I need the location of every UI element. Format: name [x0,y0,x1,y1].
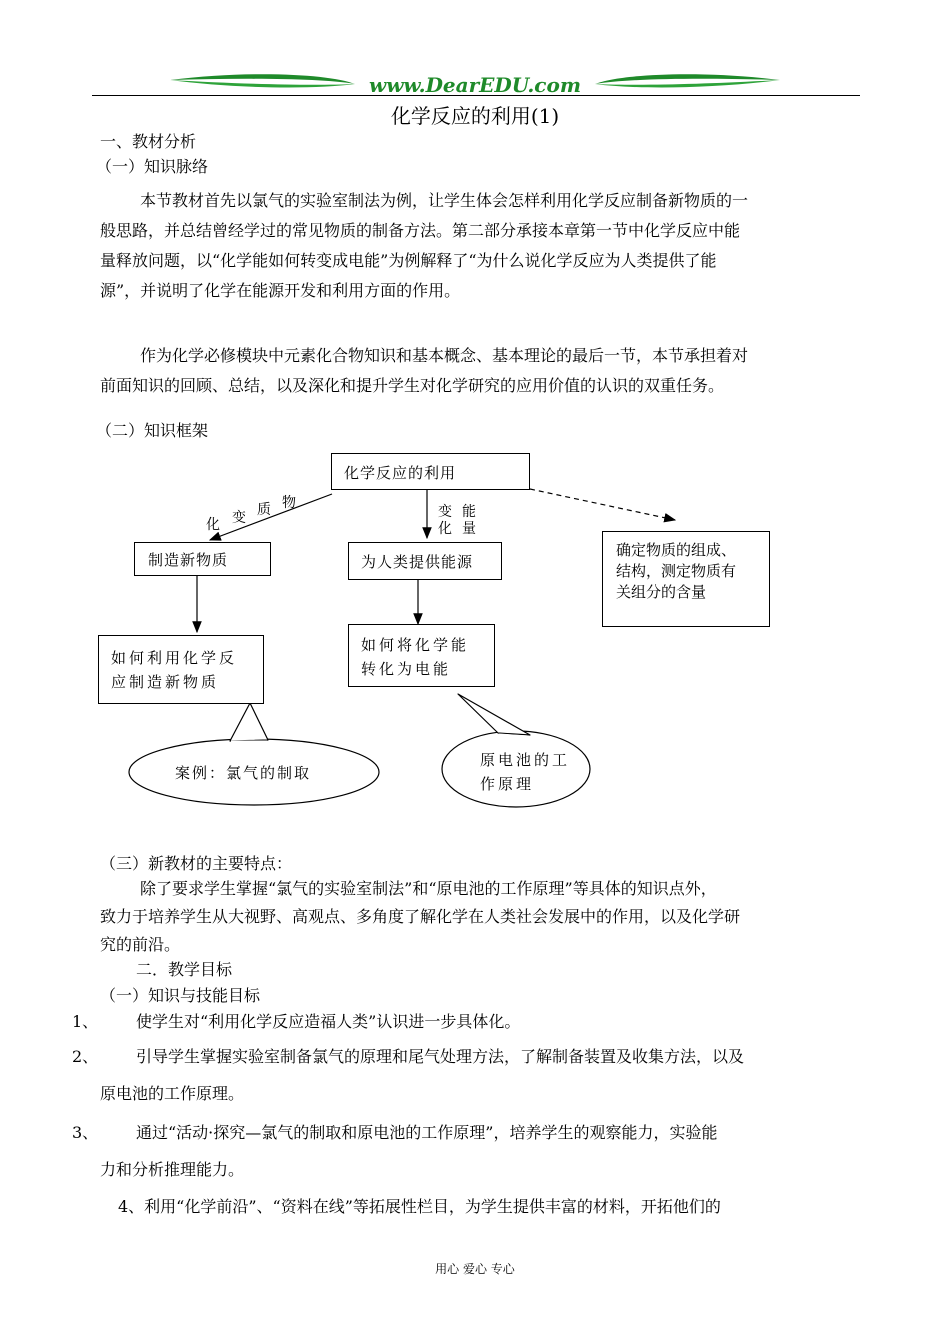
goal-item-4: 4、利用“化学前沿”、“资料在线”等拓展性栏目，为学生提供丰富的材料，开拓他们的 [118,1197,721,1216]
edge-label-chemical-change-2: 变 [232,510,246,526]
p3-line-2: 致力于培养学生从大视野、高观点、多角度了解化学在人类社会发展中的作用，以及化学研 [100,907,741,926]
goal-item-2-num: 2、 [72,1047,99,1066]
bubble-case-label: 案例：氯气的制取 [175,764,312,782]
goal-item-2-line-1: 引导学生掌握实验室制备氯气的原理和尾气处理方法，了解制备装置及收集方法，以及 [136,1047,745,1066]
node-how-convert [348,624,495,687]
p1-line-2: 般思路，并总结曾经学过的常见物质的制备方法。第二部分承接本章第一节中化学反应中能 [100,221,741,240]
header-rule [92,95,860,96]
node-root [331,453,530,490]
node-how-make-line-1: 如何利用化学反 [111,649,238,667]
website-logo: www.DearEDU.com [368,73,582,97]
node-how-convert-line-2: 转化为电能 [361,660,452,678]
bubble-battery-label [480,748,570,796]
edge-label-chemical-change-1: 化 [206,517,220,533]
goal-item-1-num: 1、 [72,1012,99,1031]
node-how-convert-line-1: 如何将化学能 [361,636,470,654]
section1-heading: 一、教材分析 [100,132,197,151]
arrow-root-to-material [210,494,332,540]
edge-label-chemical-change-4: 物 [282,495,296,511]
node-how-make [98,635,264,704]
paragraph-3 [100,875,860,959]
node-determine-line-1: 确定物质的组成、 [616,541,737,559]
bubble-battery-line-2: 作原理 [480,775,535,793]
edge-label-energy-2: 能 [462,504,476,520]
node-energy [348,542,502,580]
node-new-material [134,542,271,576]
p3-line-1: 除了要求学生掌握“氯气的实验室制法”和“原电池的工作原理”等具体的知识点外， [140,879,717,898]
p1-line-1: 本节教材首先以氯气的实验室制法为例，让学生体会怎样利用化学反应制备新物质的一 [140,191,749,210]
node-root-label: 化学反应的利用 [344,464,457,482]
p1-line-4: 源”，并说明了化学在能源开发和利用方面的作用。 [100,281,461,300]
case-bubble [129,703,379,805]
bubble-battery-line-1: 原电池的工 [480,751,571,769]
arrow-root-to-determine [530,489,675,520]
goal-item-3-line-1: 通过“活动·探究—氯气的制取和原电池的工作原理”，培养学生的观察能力，实验能 [136,1123,718,1142]
edge-label-energy-4: 量 [462,521,476,537]
edge-label-energy-3: 化 [438,521,452,537]
section1-sub2: （二）知识框架 [96,421,209,440]
goal-item-3-line-2: 力和分析推理能力。 [100,1160,245,1179]
goal-item-2-line-2: 原电池的工作原理。 [100,1084,245,1103]
goal-item-1-line-1: 使学生对“利用化学反应造福人类”认识进一步具体化。 [136,1012,521,1031]
node-determine-line-3: 关组分的含量 [616,583,707,601]
page-title: 化学反应的利用(1) [390,104,560,128]
edge-label-chemical-change-3: 质 [257,502,271,518]
section1-sub3: （三）新教材的主要特点： [100,854,293,873]
section2-sub1: （一）知识与技能目标 [100,986,261,1005]
p1-line-3: 量释放问题，以“化学能如何转变成电能”为例解释了“为什么说化学反应为人类提供了能 [100,251,717,270]
node-new-material-label: 制造新物质 [148,551,229,569]
left-swoosh-tail [170,80,355,87]
section1-sub1: （一）知识脉络 [96,157,209,176]
paragraph-2 [100,341,860,401]
p2-line-2: 前面知识的回顾、总结，以及深化和提升学生对化学研究的应用价值的认识的双重任务。 [100,376,725,395]
node-energy-label: 为人类提供能源 [361,553,474,571]
paragraph-1 [100,186,860,306]
section2-heading: 二．教学目标 [136,960,233,979]
goal-item-3-num: 3、 [72,1123,99,1142]
edge-label-energy-1: 变 [438,504,452,520]
p3-line-3: 究的前沿。 [100,935,181,954]
right-swoosh-tail [595,80,780,87]
p2-line-1: 作为化学必修模块中元素化合物知识和基本概念、基本理论的最后一节，本节承担着对 [140,346,749,365]
page-footer: 用心 爱心 专心 [435,1262,515,1276]
node-determine [602,531,770,627]
node-determine-line-2: 结构，测定物质有 [616,562,737,580]
node-how-make-line-2: 应制造新物质 [111,673,220,691]
